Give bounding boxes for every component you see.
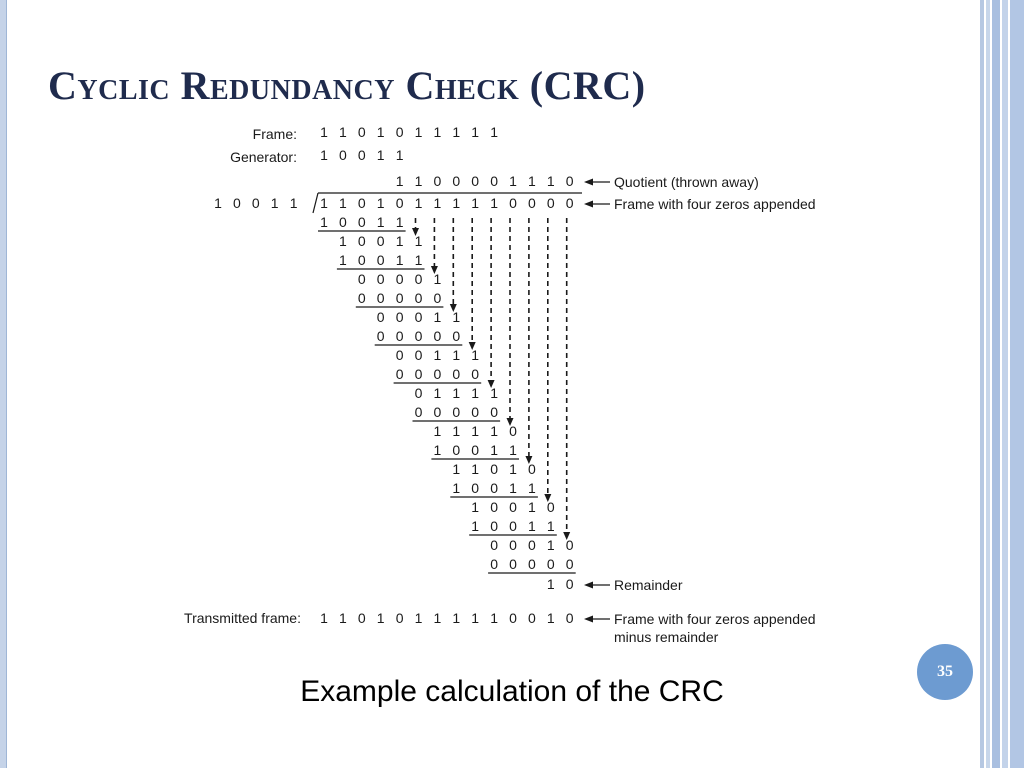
bit: 0: [546, 499, 555, 515]
bit: 0: [452, 366, 461, 382]
bit: 0: [357, 610, 366, 626]
bit: 0: [509, 610, 517, 626]
bit: 1: [528, 173, 536, 189]
bit: 0: [509, 556, 517, 572]
bit: 1: [339, 610, 347, 626]
bit: 1: [433, 610, 442, 626]
bit: 0: [490, 537, 498, 553]
bit: 1: [490, 195, 498, 211]
bit: 1: [546, 518, 555, 534]
bit: 1: [339, 233, 347, 249]
bit: 1: [433, 347, 442, 363]
bit: 1: [433, 124, 442, 140]
bit: 1: [528, 499, 536, 515]
quotient-arrow-head: [584, 179, 593, 186]
bit: 1: [471, 518, 480, 534]
bit: 0: [433, 404, 442, 420]
page-number-badge: [917, 644, 973, 700]
bit: 1: [414, 610, 423, 626]
bit: 0: [395, 328, 404, 344]
subtrahend-row: [320, 214, 404, 230]
generator-label: Generator:: [230, 149, 297, 165]
result-row: [358, 271, 442, 287]
bit: 0: [376, 328, 385, 344]
remainder-note: Remainder: [614, 577, 683, 593]
bit: 1: [452, 195, 461, 211]
bit: 0: [490, 404, 498, 420]
divisor-bit: 1: [289, 195, 298, 211]
bit: 1: [433, 271, 442, 287]
generator-bits: [320, 147, 404, 163]
bit: 1: [452, 309, 461, 325]
bit: 0: [471, 173, 480, 189]
bit: 0: [357, 252, 366, 268]
result-row: [434, 423, 518, 439]
result-row: [377, 309, 461, 325]
bit: 0: [339, 214, 347, 230]
bit: 1: [376, 214, 385, 230]
bit: 1: [546, 610, 555, 626]
transmitted-arrow-head: [584, 616, 593, 623]
bit: 0: [357, 214, 366, 230]
bit: 1: [320, 195, 328, 211]
bit: 1: [320, 214, 328, 230]
bit: 1: [376, 147, 385, 163]
divisor-bit: 1: [214, 195, 222, 211]
bit: 0: [376, 233, 385, 249]
bit: 0: [509, 537, 517, 553]
bit: 0: [452, 328, 461, 344]
bit: 0: [452, 442, 461, 458]
transmitted-bits: [320, 610, 574, 626]
remainder-arrow-head: [584, 582, 593, 589]
subtrahend-row: [358, 290, 442, 306]
bit: 0: [452, 173, 461, 189]
subtrahend-row: [377, 328, 461, 344]
bit: 0: [565, 173, 574, 189]
bit: 0: [528, 461, 536, 477]
bit: 1: [452, 347, 461, 363]
bit: 1: [395, 214, 404, 230]
bit: 1: [339, 195, 347, 211]
bit: 1: [471, 347, 480, 363]
result-row: [339, 233, 423, 249]
bit: 1: [433, 309, 442, 325]
subtrahend-row: [434, 442, 518, 458]
bit: 0: [471, 366, 480, 382]
bit: 0: [490, 461, 498, 477]
bit: 0: [414, 404, 423, 420]
remainder-bits: [547, 576, 574, 592]
dividend-note: Frame with four zeros appended: [614, 196, 816, 212]
subtrahend-row: [339, 252, 423, 268]
transmitted-note-line1: Frame with four zeros appended: [614, 611, 816, 627]
bit: 0: [395, 347, 404, 363]
bit: 1: [433, 423, 442, 439]
bit: 0: [376, 271, 385, 287]
bit: 1: [376, 610, 385, 626]
bit: 1: [433, 385, 442, 401]
bit: 1: [395, 252, 404, 268]
bit: 0: [471, 442, 480, 458]
bit: 0: [376, 290, 385, 306]
bit: 1: [528, 480, 536, 496]
bit: 1: [546, 576, 555, 592]
bit: 1: [471, 385, 480, 401]
bit: 1: [471, 499, 480, 515]
bit: 0: [509, 423, 517, 439]
bit: 0: [528, 556, 536, 572]
bit: 1: [452, 385, 461, 401]
bit: 1: [395, 147, 404, 163]
bit: 0: [490, 480, 498, 496]
bit: 0: [357, 147, 366, 163]
bit: 0: [395, 124, 404, 140]
bit: 0: [339, 147, 347, 163]
bit: 1: [339, 252, 347, 268]
bit: 0: [395, 290, 404, 306]
bit: 0: [395, 271, 404, 287]
frame-label: Frame:: [252, 126, 297, 142]
bit: 0: [565, 576, 574, 592]
bit: 1: [320, 124, 328, 140]
bit: 1: [509, 461, 517, 477]
bit: 1: [509, 442, 517, 458]
bit: 1: [509, 480, 517, 496]
bit: 1: [414, 252, 423, 268]
bit: 0: [376, 309, 385, 325]
bit: 0: [433, 290, 442, 306]
result-row: [396, 347, 480, 363]
bit: 1: [320, 147, 328, 163]
bit: 0: [509, 195, 517, 211]
bit: 1: [528, 518, 536, 534]
bit: 0: [357, 290, 366, 306]
quotient-bits: [396, 173, 574, 189]
bit: 0: [376, 252, 385, 268]
bit: 1: [433, 195, 442, 211]
bit: 0: [414, 290, 423, 306]
bit: 0: [565, 610, 574, 626]
result-row: [452, 461, 536, 477]
bit: 0: [528, 610, 536, 626]
bit: 1: [490, 423, 498, 439]
bit: 1: [433, 442, 442, 458]
bit: 1: [490, 610, 498, 626]
bit: 1: [452, 610, 461, 626]
bit: 1: [509, 173, 517, 189]
bit: 1: [376, 124, 385, 140]
bit: 1: [452, 461, 461, 477]
division-bracket-stem: [313, 193, 318, 213]
bit: 1: [339, 124, 347, 140]
divisor-bit: 0: [233, 195, 241, 211]
bit: 0: [509, 518, 517, 534]
bit: 0: [509, 499, 517, 515]
bit: 1: [395, 173, 404, 189]
result-row: [415, 385, 499, 401]
result-row: [490, 537, 574, 553]
bit: 1: [471, 423, 480, 439]
bit: 0: [546, 556, 555, 572]
bit: 0: [414, 347, 423, 363]
subtrahend-row: [415, 404, 499, 420]
bit: 1: [471, 195, 480, 211]
bit: 1: [471, 124, 480, 140]
bit: 0: [395, 309, 404, 325]
bit: 1: [395, 233, 404, 249]
divisor-bit: 0: [251, 195, 260, 211]
bit: 0: [395, 366, 404, 382]
bit: 0: [528, 537, 536, 553]
bit: 0: [414, 309, 423, 325]
transmitted-note-line2: minus remainder: [614, 629, 719, 645]
bit: 0: [414, 385, 423, 401]
bit: 0: [395, 610, 404, 626]
subtrahend-row: [490, 556, 574, 572]
bit: 0: [414, 366, 423, 382]
bit: 1: [546, 173, 555, 189]
subtrahend-row: [396, 366, 480, 382]
subtrahend-row: [452, 480, 536, 496]
slide-title: Cyclic Redundancy Check (CRC): [48, 63, 646, 108]
bit: 1: [320, 610, 328, 626]
bit: 1: [414, 173, 423, 189]
bit: 1: [376, 195, 385, 211]
bit: 0: [357, 233, 366, 249]
bit: 0: [490, 499, 498, 515]
bit: 1: [490, 385, 498, 401]
result-row: [471, 499, 555, 515]
page-number: 35: [937, 663, 953, 680]
bit: 0: [565, 537, 574, 553]
bit: 0: [357, 195, 366, 211]
bit: 1: [414, 233, 423, 249]
bit: 0: [414, 328, 423, 344]
bit: 1: [490, 124, 498, 140]
bit: 0: [433, 328, 442, 344]
bit: 1: [471, 461, 480, 477]
slide-caption: Example calculation of the CRC: [300, 675, 724, 708]
bit: 0: [433, 366, 442, 382]
dividend-arrow-head: [584, 201, 593, 208]
bit: 0: [357, 124, 366, 140]
bit: 0: [471, 404, 480, 420]
bit: 1: [452, 423, 461, 439]
bit: 0: [452, 404, 461, 420]
bit: 0: [490, 518, 498, 534]
dividend-bits: [320, 195, 574, 211]
bit: 0: [490, 556, 498, 572]
transmitted-label: Transmitted frame:: [184, 610, 301, 626]
bit: 0: [565, 556, 574, 572]
bit: 0: [528, 195, 536, 211]
bit: 1: [490, 442, 498, 458]
bit: 1: [452, 124, 461, 140]
bit: 0: [395, 195, 404, 211]
bit: 0: [433, 173, 442, 189]
quotient-note: Quotient (thrown away): [614, 174, 759, 190]
bit: 1: [471, 610, 480, 626]
bit: 0: [414, 271, 423, 287]
frame-bits: [320, 124, 498, 140]
bit: 0: [546, 195, 555, 211]
bit: 1: [546, 537, 555, 553]
bit: 0: [490, 173, 498, 189]
bit: 0: [471, 480, 480, 496]
subtrahend-row: [471, 518, 555, 534]
bit: 0: [565, 195, 574, 211]
bit: 1: [414, 195, 423, 211]
bit: 0: [357, 271, 366, 287]
divisor-bit: 1: [270, 195, 279, 211]
bit: 1: [452, 480, 461, 496]
bit: 1: [414, 124, 423, 140]
